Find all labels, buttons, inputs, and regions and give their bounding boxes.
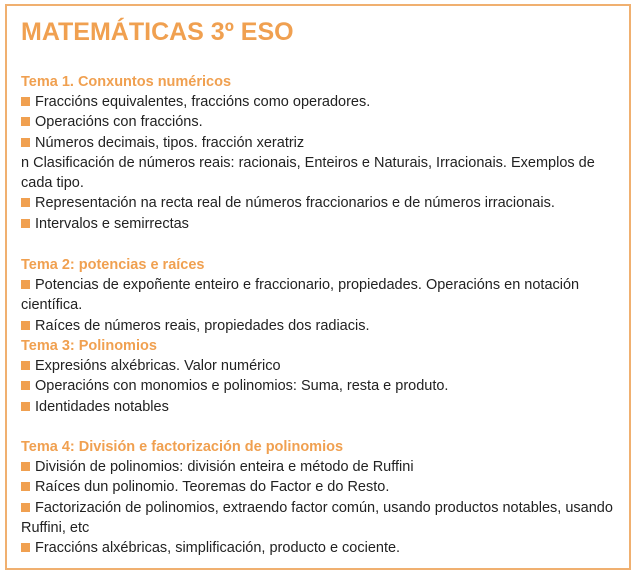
content-frame <box>5 4 631 570</box>
square-bullet-icon <box>21 280 30 289</box>
square-bullet-icon <box>21 402 30 411</box>
list-item: División de polinomios: división enteira e método de Ruffini <box>21 457 621 477</box>
square-bullet-icon <box>21 361 30 370</box>
section-heading: Tema 2: potencias e raíces <box>21 257 205 273</box>
section-heading: Tema 4: División e factorización de polinomios <box>21 439 344 455</box>
square-bullet-icon <box>21 138 30 147</box>
list-item: Números decimais, tipos. fracción xeratriz <box>21 133 621 153</box>
section-tema-3 <box>21 336 621 417</box>
square-bullet-icon <box>21 219 30 228</box>
square-bullet-icon <box>21 198 30 207</box>
square-bullet-icon <box>21 462 30 471</box>
section-heading: Tema 3: Polinomios <box>21 338 157 354</box>
square-bullet-icon <box>21 503 30 512</box>
list-item: Operacións con fraccións. <box>21 112 621 132</box>
list-item: Fraccións equivalentes, fraccións como operadores. <box>21 92 621 112</box>
list-item: n Clasificación de números reais: racionais, Enteiros e Naturais, Irracionais. Exemplos de cada tipo. <box>21 154 595 192</box>
list-item: Identidades notables <box>21 397 621 417</box>
square-bullet-icon <box>21 321 30 330</box>
list-item: Representación na recta real de números fraccionarios e de números irracionais. <box>21 193 621 213</box>
list-item: Raíces dun polinomio. Teoremas do Factor e do Resto. <box>21 477 621 497</box>
square-bullet-icon <box>21 482 30 491</box>
list-item: Factorización de polinomios, extraendo factor común, usando productos notables, usando Ruffini, etc <box>21 499 613 536</box>
page-title: MATEMÁTICAS 3º ESO <box>21 18 294 46</box>
list-item: Fraccións alxébricas, simplificación, producto e cociente. <box>21 538 621 558</box>
square-bullet-icon <box>21 97 30 106</box>
section-tema-4 <box>21 437 621 558</box>
square-bullet-icon <box>21 381 30 390</box>
list-item: Operacións con monomios e polinomios: Suma, resta e produto. <box>21 376 621 396</box>
section-heading: Tema 1. Conxuntos numéricos <box>21 74 232 90</box>
section-tema-1 <box>21 72 621 234</box>
section-tema-2 <box>21 255 621 336</box>
list-item: Raíces de números reais, propiedades dos radiacis. <box>21 316 621 336</box>
list-item: Expresións alxébricas. Valor numérico <box>21 356 621 376</box>
square-bullet-icon <box>21 543 30 552</box>
list-item: Intervalos e semirrectas <box>21 214 621 234</box>
square-bullet-icon <box>21 117 30 126</box>
list-item: Potencias de expoñente enteiro e fraccionario, propiedades. Operacións en notación científica. <box>21 277 580 314</box>
